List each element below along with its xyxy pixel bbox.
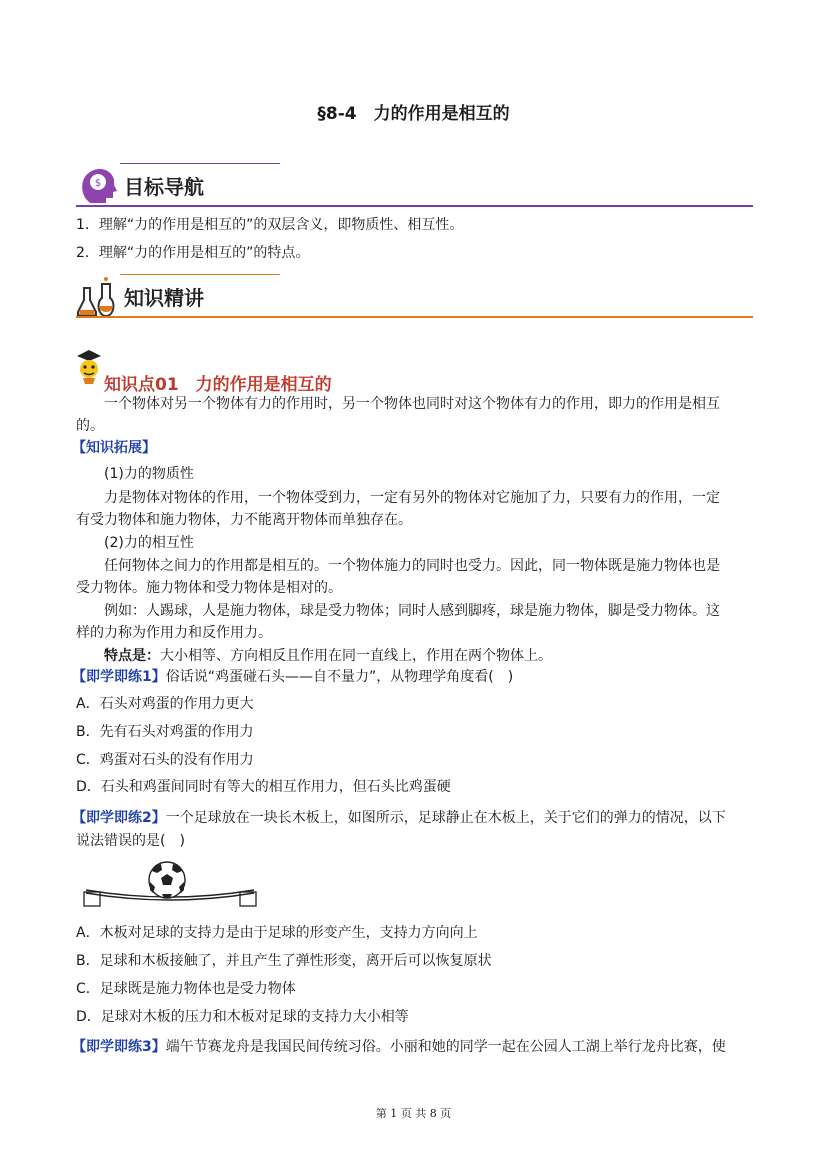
example-line-1: 例如：人踢球，人是施力物体，球是受力物体；同时人感到脚疼，球是施力物体，脚是受力物体。这 xyxy=(104,603,720,619)
paragraph-1-line-2: 有受力物体和施力物体，力不能离开物体而单独存在。 xyxy=(76,512,412,528)
practice-2-option-d: D．足球对木板的压力和木板对足球的支持力大小相等 xyxy=(76,1009,409,1025)
heading-top-rule xyxy=(120,274,280,275)
practice-1-stem xyxy=(72,666,513,688)
football-on-plank-figure xyxy=(80,860,260,910)
feature-label: 特点是： xyxy=(104,648,160,664)
practice-2-stem-2: 说法错误的是( ) xyxy=(76,833,185,849)
practice-3-question: 端午节赛龙舟是我国民间传统习俗。小丽和她的同学一起在公园人工湖上举行龙舟比赛，使 xyxy=(165,1039,726,1055)
intro-line-1: 一个物体对另一个物体有力的作用时，另一个物体也同时对这个物体有力的作用，即力的作用是相互 xyxy=(104,396,720,412)
section-heading-label: 目标导航 xyxy=(124,175,204,199)
flask-icon xyxy=(76,276,120,318)
practice-1-option-d: D．石头和鸡蛋间同时有等大的相互作用力，但石头比鸡蛋硬 xyxy=(76,779,451,795)
section-heading-label: 知识精讲 xyxy=(124,286,204,310)
heading-top-rule xyxy=(120,163,280,164)
practice-3-stem xyxy=(72,1036,726,1058)
svg-text:$: $ xyxy=(94,178,102,189)
practice-2-question: 一个足球放在一块长木板上，如图所示，足球静止在木板上，关于它们的弹力的情况，以下 xyxy=(165,810,726,826)
example-line-2: 样的力称为作用力和反作用力。 xyxy=(76,625,272,641)
paragraph-2-line-2: 受力物体。施力物体和受力物体是相对的。 xyxy=(76,580,342,596)
knowledge-expand-label: 【知识拓展】 xyxy=(72,440,156,456)
practice-1-question: 俗话说“鸡蛋碰石头——自不量力”，从物理学角度看( ) xyxy=(165,669,514,685)
paragraph-1-line-1: 力是物体对物体的作用，一个物体受到力，一定有另外的物体对它施加了力，只要有力的作用，一定 xyxy=(104,490,720,506)
practice-2-stem-1 xyxy=(72,807,726,829)
practice-2-option-b: B．足球和木板接触了，并且产生了弹性形变，离开后可以恢复原状 xyxy=(76,953,492,969)
practice-2-label: 【即学即练2】 xyxy=(72,810,166,826)
practice-1-option-b: B．先有石头对鸡蛋的作用力 xyxy=(76,724,254,740)
brain-head-icon xyxy=(76,163,120,207)
page-footer: 第 1 页 共 8 页 xyxy=(375,1107,452,1120)
practice-2-option-a: A．木板对足球的支持力是由于足球的形变产生，支持力方向向上 xyxy=(76,925,478,941)
section-heading-knowledge xyxy=(76,274,753,318)
practice-1-option-c: C．鸡蛋对石头的没有作用力 xyxy=(76,752,254,768)
heading-underline xyxy=(76,316,753,318)
paragraph-1-heading: (1)力的物质性 xyxy=(104,466,194,482)
goal-item-1: 1．理解“力的作用是相互的”的双层含义，即物质性、相互性。 xyxy=(76,217,464,233)
paragraph-2-line-1: 任何物体之间力的作用都是相互的。一个物体施力的同时也受力。因此，同一物体既是施力物体也是 xyxy=(104,558,720,574)
feature-text: 大小相等、方向相反且作用在同一直线上，作用在两个物体上。 xyxy=(160,648,552,664)
page-title: §8-4 力的作用是相互的 xyxy=(317,104,510,124)
section-heading-goals xyxy=(76,163,753,207)
practice-1-option-a: A．石头对鸡蛋的作用力更大 xyxy=(76,696,254,712)
knowledge-point-title: 知识点01 力的作用是相互的 xyxy=(104,375,332,395)
feature-line xyxy=(104,645,552,667)
graduate-mascot-icon xyxy=(74,348,104,384)
practice-2-option-c: C．足球既是施力物体也是受力物体 xyxy=(76,981,296,997)
heading-underline xyxy=(76,205,753,207)
goal-item-2: 2．理解“力的作用是相互的”的特点。 xyxy=(76,245,310,261)
practice-3-label: 【即学即练3】 xyxy=(72,1039,166,1055)
paragraph-2-heading: (2)力的相互性 xyxy=(104,535,194,551)
intro-line-2: 的。 xyxy=(76,418,104,434)
practice-1-label: 【即学即练1】 xyxy=(72,669,166,685)
